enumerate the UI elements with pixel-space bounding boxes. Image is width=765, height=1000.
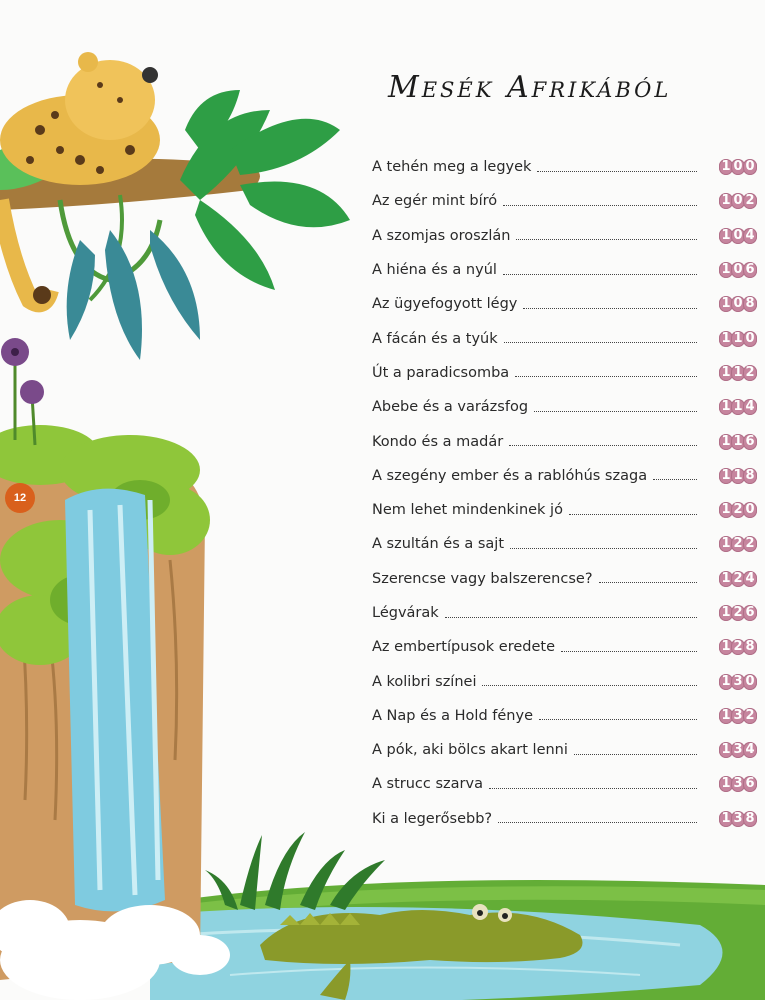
table-of-contents [372,150,757,836]
toc-entry-title: A szultán és a sajt [372,536,505,553]
toc-entry-page: 1 3 4 [705,742,757,758]
toc-entry[interactable] [372,802,757,836]
dot-leader [561,651,697,652]
toc-entry[interactable] [372,562,757,596]
toc-entry[interactable] [372,459,757,493]
dot-leader [445,617,697,618]
dot-leader [537,171,697,172]
page-title: Mesék Afrikából [388,70,672,105]
toc-entry-title: A pók, aki bölcs akart lenni [372,742,568,759]
dot-leader [489,788,697,789]
toc-entry-page: 1 2 8 [705,639,757,655]
toc-entry-title: Az ügyefogyott légy [372,296,518,313]
toc-entry[interactable] [372,596,757,630]
dot-leader [498,822,697,823]
toc-entry-title: Az embertípusok eredete [372,639,556,656]
toc-entry-title: A fácán és a tyúk [372,330,498,347]
toc-entry-title: Út a paradicsomba [372,364,510,381]
toc-entry[interactable] [372,493,757,527]
toc-entry-page: 1 1 0 [705,331,757,347]
toc-entry-page: 1 2 2 [705,536,757,552]
toc-entry-page: 1 0 8 [705,296,757,312]
dot-leader [504,342,697,343]
toc-entry[interactable] [372,390,757,424]
toc-entry[interactable] [372,184,757,218]
dot-leader [539,719,697,720]
dot-leader [653,479,697,480]
dot-leader [503,205,697,206]
dot-leader [482,685,697,686]
toc-entry-title: Az egér mint bíró [372,193,498,210]
toc-entry[interactable] [372,150,757,184]
toc-entry-title: A strucc szarva [372,776,483,793]
toc-entry-page: 1 0 6 [705,262,757,278]
toc-entry-page: 1 0 2 [705,193,757,209]
toc-entry[interactable] [372,767,757,801]
toc-entry-title: A kolibri színei [372,673,477,690]
toc-entry[interactable] [372,699,757,733]
toc-entry-title: Kondo és a madár [372,433,504,450]
dot-leader [523,308,697,309]
toc-entry-page: 1 1 6 [705,434,757,450]
dot-leader [599,582,697,583]
dot-leader [509,445,697,446]
toc-entry-page: 1 2 0 [705,502,757,518]
toc-entry-title: Szerencse vagy balszerencse? [372,570,593,587]
dot-leader [515,376,697,377]
toc-entry-page: 1 1 4 [705,399,757,415]
toc-entry-page: 1 0 0 [705,159,757,175]
toc-entry-page: 1 3 0 [705,674,757,690]
toc-entry[interactable] [372,253,757,287]
toc-entry[interactable] [372,630,757,664]
dot-leader [516,239,697,240]
toc-entry-title: Ki a legerősebb? [372,810,493,827]
toc-entry-title: A Nap és a Hold fénye [372,707,533,724]
toc-entry-page: 1 1 2 [705,365,757,381]
toc-entry-page: 1 2 6 [705,605,757,621]
toc-entry[interactable] [372,527,757,561]
toc-entry-page: 1 0 4 [705,228,757,244]
dot-leader [569,514,697,515]
toc-entry-title: Légvárak [372,605,439,621]
toc-entry[interactable] [372,219,757,253]
dot-leader [574,754,697,755]
toc-entry-title: A szegény ember és a rablóhús szaga [372,467,648,484]
toc-entry-page: 1 3 6 [705,776,757,792]
toc-entry-title: Nem lehet mindenkinek jó [372,502,563,519]
toc-entry-page: 1 3 2 [705,708,757,724]
toc-entry-title: A hiéna és a nyúl [372,262,497,279]
toc-entry-page: 1 2 4 [705,571,757,587]
toc-entry[interactable] [372,664,757,698]
toc-entry-page: 1 3 8 [705,811,757,827]
dot-leader [503,274,697,275]
toc-entry[interactable] [372,733,757,767]
dot-leader [534,411,697,412]
toc-entry-title: A szomjas oroszlán [372,227,511,244]
toc-entry[interactable] [372,321,757,355]
toc-entry-page: 1 1 8 [705,468,757,484]
toc-entry[interactable] [372,287,757,321]
toc-entry-title: Abebe és a varázsfog [372,399,529,416]
dot-leader [510,548,697,549]
toc-entry-title: A tehén meg a legyek [372,159,532,176]
page-number-badge: 12 [5,483,35,513]
toc-entry[interactable] [372,356,757,390]
toc-entry[interactable] [372,424,757,458]
